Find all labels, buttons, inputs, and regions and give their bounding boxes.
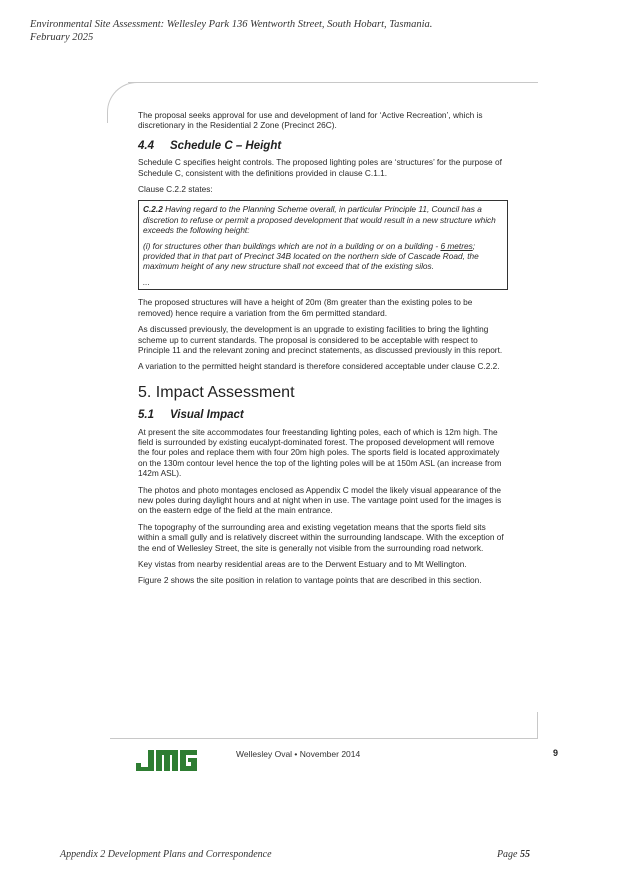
section-4-4-para-4: As discussed previously, the development is an upgrade to existing facilities to bring the lighting scheme up to current standards. The proposal is considered to be acceptable with respect to Principle 11 and the relevant zoning and precinct statements, as discussed previously in this report. [138, 324, 503, 355]
embedded-report-page [138, 110, 508, 592]
section-4-4-title: Schedule C – Height [170, 139, 282, 152]
section-4-4-number: 4.4 [138, 139, 154, 152]
clause-item-underlined: 6 metres [440, 240, 473, 251]
section-4-4-para-3: The proposed structures will have a height of 20m (8m greater than the existing poles to be removed) hence require a variation from the 6m permitted standard. [138, 297, 473, 318]
clause-item [143, 241, 503, 272]
frame-top-rule [128, 82, 538, 83]
clause-number: C.2.2 [143, 204, 163, 215]
section-5-1-para-4: Key vistas from nearby residential areas are to the Derwent Estuary and to Mt Wellington. [138, 559, 467, 569]
clause-ellipsis: ... [143, 276, 150, 287]
appendix-footer: Appendix 2 Development Plans and Correspondence [60, 849, 272, 860]
header-title: Environmental Site Assessment: Wellesley Park 136 Wentworth Street, South Hobart, Tasmania. [30, 19, 433, 30]
report-page-number: 9 [553, 748, 559, 758]
logo-letter-g [180, 750, 197, 771]
section-4-4-heading [138, 141, 508, 151]
section-5-1-para-2: The photos and photo montages enclosed as Appendix C model the likely visual appearance of the new poles during daylight hours and at night when in use. The vantage point used for the images is on the eastern edge of the field at the main entrance. [138, 484, 502, 516]
logo-letter-m [156, 750, 178, 771]
section-4-4-para-2: Clause C.2.2 states: [138, 184, 213, 195]
clause-item-start: (i) for structures other than buildings which are not in a building or on a building - [143, 240, 441, 251]
clause-intro [143, 204, 503, 235]
logo-letter-j [136, 750, 154, 771]
header-date: February 2025 [30, 32, 94, 43]
section-5-1-number: 5.1 [138, 409, 154, 422]
section-5-1-para-1: At present the site accommodates four freestanding lighting poles, each of which is 12m high. The field is surrounded by existing eucalypt-dominated forest. The proposed development will remove the four poles and replace them with four 20m high poles. The sports field is located approximately on the 130m contour level hence the top of the lighting poles will be at 150m ASL (an increase from 142m ASL). [138, 426, 502, 479]
intro-paragraph: The proposal seeks approval for use and development of land for ‘Active Recreation’, which is discretionary in the Residential 2 Zone (Precinct 26C). [138, 110, 483, 131]
clause-quote-box [138, 200, 508, 290]
page-label-text: Page [496, 849, 520, 860]
document-header [30, 18, 590, 44]
section-5-heading: 5. Impact Assessment [138, 383, 295, 401]
section-4-4-para-5: A variation to the permitted height standard is therefore considered acceptable under clause C.2.2. [138, 361, 500, 372]
frame-bottom-rule [110, 738, 538, 739]
section-5-1-para-5: Figure 2 shows the site position in relation to vantage points that are described in this section. [138, 575, 482, 586]
clause-text: Having regard to the Planning Scheme overall, in particular Principle 11, Council has a discretion to refuse or permit a proposed development that would result in a new structure which exceeds the following height: [143, 204, 496, 236]
report-footer-text: Wellesley Oval • November 2014 [236, 749, 361, 759]
section-5-1-heading [138, 410, 508, 420]
section-4-4-para-1: Schedule C specifies height controls. The proposed lighting poles are ‘structures’ for the purpose of Schedule C, consistent with the definitions provided in clause C.1.1. [138, 157, 502, 178]
section-5-1-title: Visual Impact [170, 409, 244, 422]
jmg-logo [134, 748, 198, 772]
section-5-1-para-3: The topography of the surrounding area and existing vegetation means that the sports field sits within a small gully and is relatively discreet within the surrounding landscape. With the exception of the end of Wellesley Street, the site is generally not visible from the surrounding road network. [138, 521, 504, 553]
frame-right-rule [537, 712, 538, 738]
page-label [497, 849, 530, 860]
clause-item-end: ; provided that in that part of Precinct 34B located on the northern side of Cascade Road, the maximum height of any new structure shall not exceed that of the existing silos. [143, 240, 479, 272]
page-label-number: 55 [520, 849, 530, 860]
